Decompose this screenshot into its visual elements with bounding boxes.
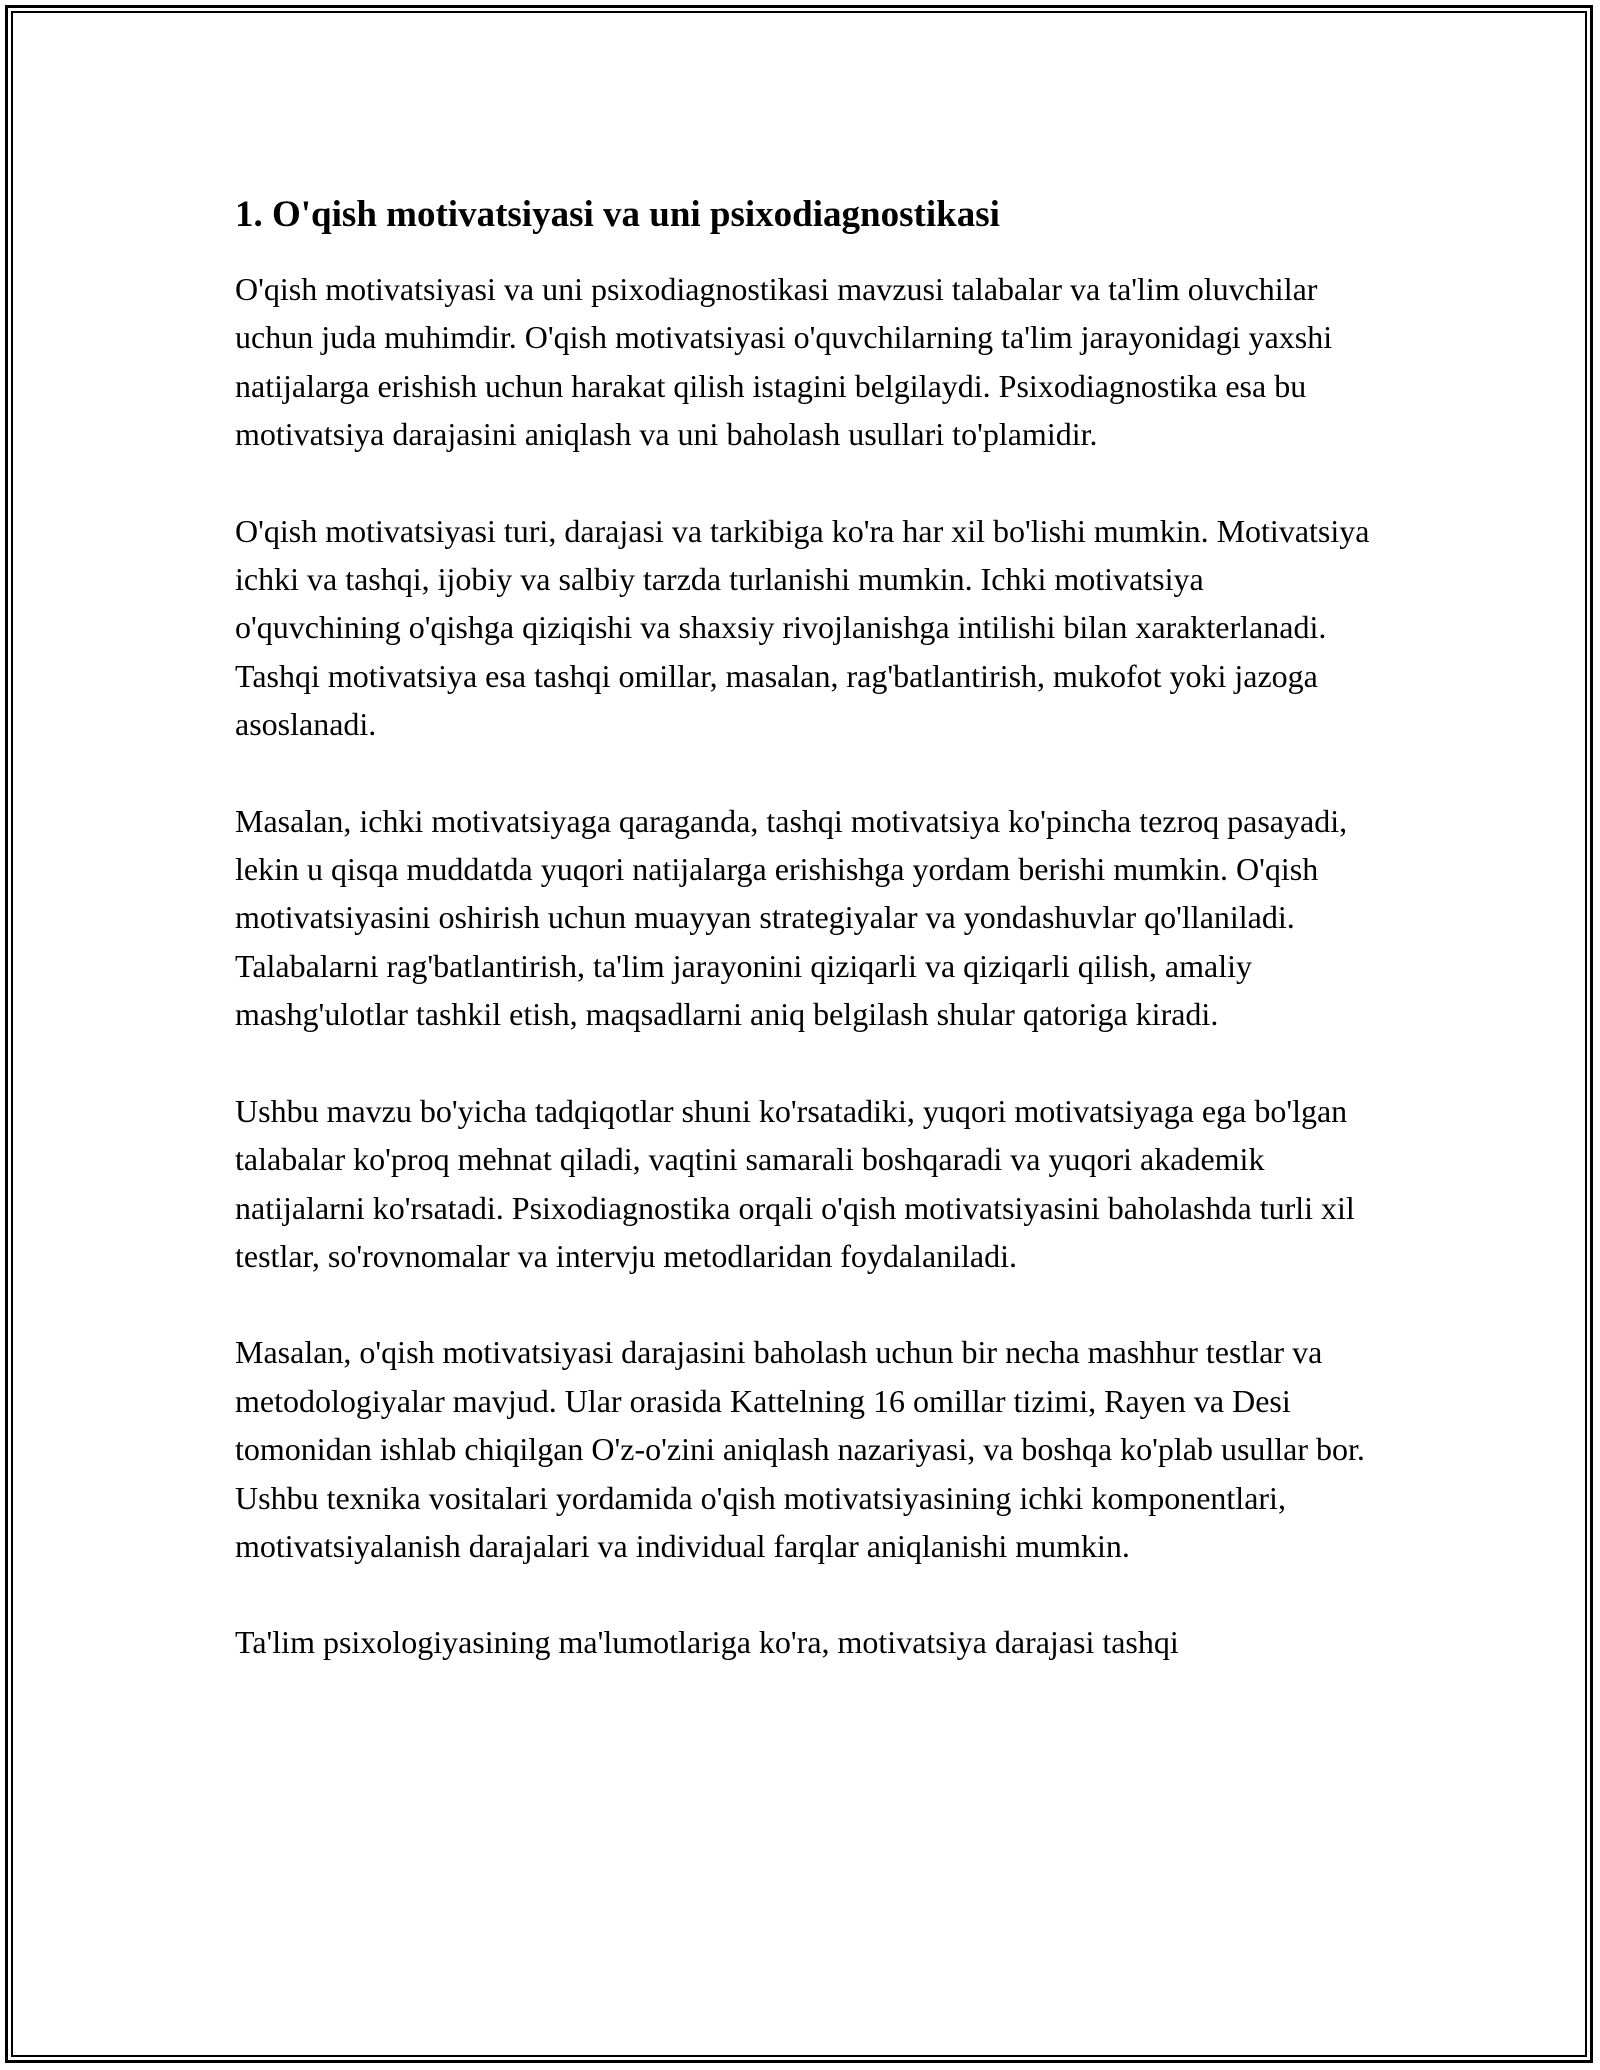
paragraph-5: Masalan, o'qish motivatsiyasi darajasini baholash uchun bir necha mashhur testlar va metodologiyalar mavjud. Ular orasida Kattelning 16 omillar tizimi, Rayen va Desi tomonidan ishlab chiqilgan O'z-o'zini aniqlash nazariyasi, va boshqa ko'plab usullar bor. Ushbu texnika vositalari yordamida o'qish motivatsiyasining ichki komponentlari, motivatsiyalanish darajalari va individual farqlar aniqlanishi mumkin.: [235, 1334, 1365, 1564]
paragraph-2: O'qish motivatsiyasi turi, darajasi va tarkibiga ko'ra har xil bo'lishi mumkin. Motivatsiya ichki va tashqi, ijobiy va salbiy tarzda turlanishi mumkin. Ichki motivatsiya o'quvchining o'qishga qiziqishi va shaxsiy rivojlanishga intilishi bilan xarakterlanadi. Tashqi motivatsiya esa tashqi omillar, masalan, rag'batlantirish, mukofot yoki jazoga asoslanadi.: [235, 512, 1370, 743]
paragraph-6: Ta'lim psixologiyasining ma'lumotlariga ko'ra, motivatsiya darajasi tashqi: [235, 1624, 1179, 1661]
paragraph-4: Ushbu mavzu bo'yicha tadqiqotlar shuni ko'rsatadiki, yuqori motivatsiyaga ega bo'lgan talabalar ko'proq mehnat qiladi, vaqtini samarali boshqaradi va yuqori akademik natijalarni ko'rsatadi. Psixodiagnostika orqali o'qish motivatsiyasini baholashda turli xil testlar, so'rovnomalar va intervju metodlaridan foydalaniladi.: [235, 1092, 1355, 1274]
document-body: [235, 187, 1375, 1715]
paragraph-1: O'qish motivatsiyasi va uni psixodiagnostikasi mavzusi talabalar va ta'lim oluvchilar uchun juda muhimdir. O'qish motivatsiyasi o'quvchilarning ta'lim jarayonidagi yaxshi natijalarga erishish uchun harakat qilish istagini belgilaydi. Psixodiagnostika esa bu motivatsiya darajasini aniqlash va uni baholash usullari to'plamidir.: [235, 271, 1333, 453]
paragraph-3: Masalan, ichki motivatsiyaga qaraganda, tashqi motivatsiya ko'pincha tezroq pasayadi, lekin u qisqa muddatda yuqori natijalarga erishishga yordam berishi mumkin. O'qish motivatsiyasini oshirish uchun muayyan strategiyalar va yondashuvlar qo'llaniladi. Talabalarni rag'batlantirish, ta'lim jarayonini qiziqarli va qiziqarli qilish, amaliy mashg'ulotlar tashkil etish, maqsadlarni aniq belgilash shular qatoriga kiradi.: [235, 802, 1348, 1033]
section-heading: 1. O'qish motivatsiyasi va uni psixodiagnostikasi: [235, 194, 1000, 235]
